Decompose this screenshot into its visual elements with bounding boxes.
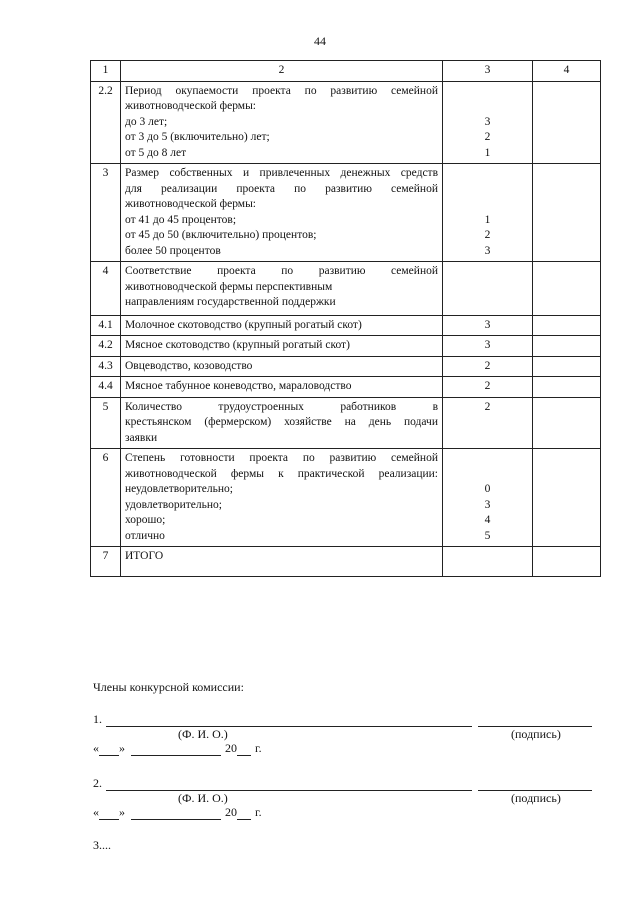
score-value: 5 (484, 529, 491, 542)
score-value: 3 (484, 498, 491, 511)
score-cell (443, 315, 533, 336)
row-number: 4.4 (91, 377, 121, 398)
empty-cell (533, 397, 601, 449)
commission-members-title: Члены конкурсной комиссии: (93, 680, 244, 694)
empty-cell (533, 315, 601, 336)
description-line: Количество трудоустроенных работников в (125, 400, 438, 413)
table-row (91, 164, 601, 262)
description-line: Соответствие проекта по развитию семейной (125, 265, 438, 277)
score-value: 2 (484, 131, 491, 143)
signature-number: 2. (93, 776, 102, 790)
score-value: 3 (484, 115, 491, 128)
row-number: 7 (91, 547, 121, 577)
table-row (91, 547, 601, 577)
description-line: животноводческой фермы: (125, 198, 256, 210)
empty-cell (533, 547, 601, 577)
row-number: 4.3 (91, 356, 121, 377)
description-line: Период окупаемости проекта по развитию семейной (125, 84, 438, 97)
description-line: для реализации проекта по развитию семейной (125, 182, 438, 195)
description-line: отлично (125, 529, 165, 542)
score-value: 3 (484, 339, 491, 351)
fio-line (106, 714, 472, 727)
score-value (447, 451, 528, 467)
description-line: неудовлетворительно; (125, 483, 233, 495)
score-value (447, 99, 528, 115)
score-cell (443, 164, 533, 262)
description-line: Степень готовности проекта по развитию семейной (125, 452, 438, 464)
score-value (447, 182, 528, 198)
description-line: Овцеводство, козоводство (125, 359, 253, 372)
criterion-description (121, 356, 443, 377)
criterion-description (121, 81, 443, 164)
criterion-description (121, 449, 443, 547)
row-number: 5 (91, 397, 121, 449)
page-number: 44 (314, 34, 326, 48)
score-value: 1 (484, 146, 491, 159)
score-cell (443, 449, 533, 547)
header-cell-4: 4 (533, 61, 601, 82)
description-line: крестьянском (фермерском) хозяйстве на день подачи (125, 416, 438, 428)
row-number: 4.1 (91, 315, 121, 336)
criterion-description (121, 164, 443, 262)
sign-caption: (подпись) (511, 791, 561, 805)
header-cell-2: 2 (121, 61, 443, 82)
signature-line (478, 778, 592, 791)
empty-cell (533, 356, 601, 377)
date-row: « » 20 г. (93, 741, 262, 755)
score-cell (443, 262, 533, 316)
description-line: ИТОГО (125, 550, 164, 562)
table-header-row (91, 61, 601, 82)
table-row (91, 449, 601, 547)
score-cell (443, 336, 533, 357)
description-line: животноводческой фермы перспективным (125, 280, 333, 293)
score-value (447, 84, 528, 100)
description-line: от 5 до 8 лет (125, 146, 187, 159)
score-value: 2 (484, 359, 491, 372)
empty-cell (533, 336, 601, 357)
criterion-description (121, 377, 443, 398)
score-value: 0 (484, 483, 491, 495)
continuation-marker: 3.... (93, 838, 111, 852)
empty-cell (533, 377, 601, 398)
score-cell (443, 547, 533, 577)
header-cell-1: 1 (91, 61, 121, 82)
score-cell (443, 377, 533, 398)
table-row (91, 262, 601, 316)
description-line: хорошо; (125, 514, 166, 526)
table-row (91, 377, 601, 398)
score-value: 2 (484, 380, 491, 392)
empty-cell (533, 262, 601, 316)
description-line: от 41 до 45 процентов; (125, 213, 237, 226)
description-line: животноводческой фермы: (125, 100, 256, 112)
score-value (447, 197, 528, 213)
criterion-description (121, 397, 443, 449)
description-line: Мясное скотоводство (крупный рогатый скот) (125, 339, 350, 351)
row-number: 4 (91, 262, 121, 316)
description-line: направлениям государственной поддержки (125, 296, 336, 308)
signature-number: 1. (93, 712, 102, 726)
row-number: 4.2 (91, 336, 121, 357)
empty-cell (533, 164, 601, 262)
description-line: животноводческой фермы к практической реализации: (125, 467, 438, 480)
criteria-table (90, 60, 601, 577)
description-line: от 45 до 50 (включительно) процентов; (125, 229, 317, 241)
date-row: « » 20 г. (93, 805, 262, 819)
score-value: 2 (484, 400, 491, 413)
table-row (91, 336, 601, 357)
signature-block-1 (93, 712, 593, 756)
description-line: более 50 процентов (125, 244, 221, 257)
description-line: удовлетворительно; (125, 498, 222, 511)
score-value (447, 166, 528, 182)
score-cell (443, 81, 533, 164)
row-number: 2.2 (91, 81, 121, 164)
fio-caption: (Ф. И. О.) (178, 727, 228, 741)
row-number: 6 (91, 449, 121, 547)
criterion-description (121, 262, 443, 316)
empty-cell (533, 81, 601, 164)
score-value (447, 264, 528, 280)
table-row (91, 356, 601, 377)
description-line: Размер собственных и привлеченных денежных средств (125, 167, 438, 179)
table-row (91, 81, 601, 164)
score-value: 3 (484, 318, 491, 331)
description-line: Мясное табунное коневодство, мараловодство (125, 380, 352, 392)
criterion-description (121, 336, 443, 357)
header-cell-3: 3 (443, 61, 533, 82)
description-line: Молочное скотоводство (крупный рогатый скот) (125, 318, 362, 331)
row-number: 3 (91, 164, 121, 262)
score-cell (443, 356, 533, 377)
criterion-description (121, 547, 443, 577)
description-line: заявки (125, 431, 158, 444)
score-value: 1 (484, 213, 491, 226)
score-value (447, 467, 528, 483)
score-cell (443, 397, 533, 449)
score-value: 3 (484, 244, 491, 257)
score-value: 4 (484, 514, 491, 526)
criterion-description (121, 315, 443, 336)
sign-caption: (подпись) (511, 727, 561, 741)
fio-caption: (Ф. И. О.) (178, 791, 228, 805)
description-line: от 3 до 5 (включительно) лет; (125, 131, 270, 143)
signature-line (478, 714, 592, 727)
signature-block-2 (93, 776, 593, 820)
fio-line (106, 778, 472, 791)
description-line: до 3 лет; (125, 115, 168, 128)
score-value (447, 549, 528, 565)
score-value: 2 (484, 229, 491, 241)
table-row (91, 397, 601, 449)
empty-cell (533, 449, 601, 547)
table-row (91, 315, 601, 336)
